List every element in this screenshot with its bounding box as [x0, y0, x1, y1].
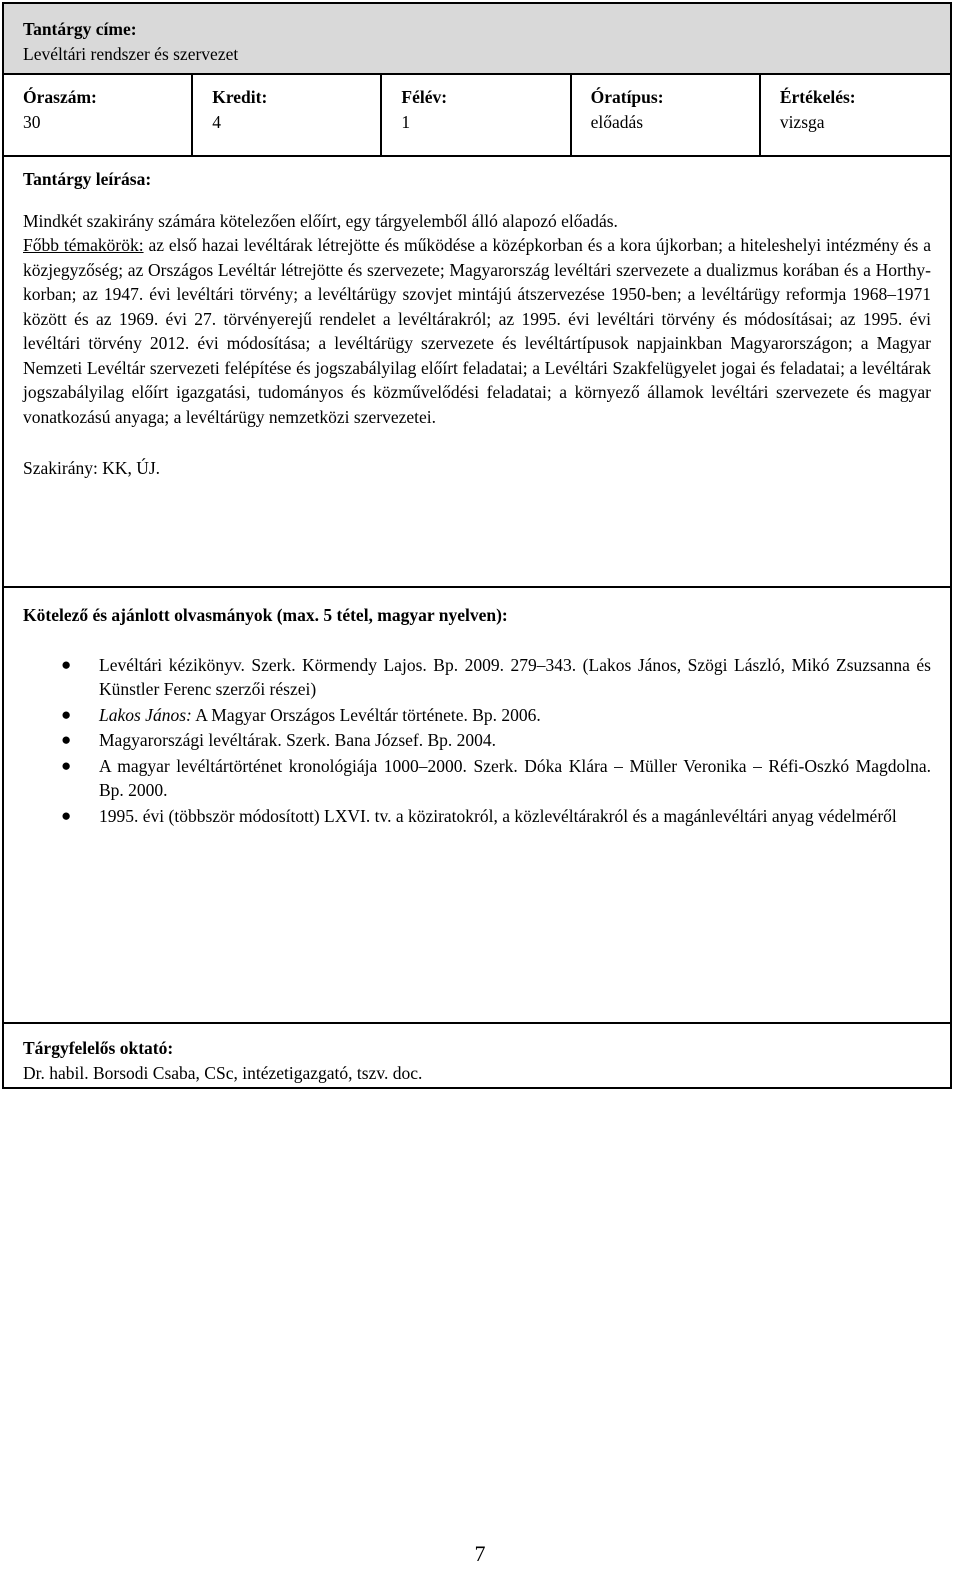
teacher-section	[4, 1024, 950, 1087]
description-topics-label: Főbb témakörök:	[23, 235, 144, 255]
teacher-label: Tárgyfelelős oktató:	[23, 1038, 174, 1058]
meta-cell-hours	[4, 75, 193, 155]
bullet-icon: ●	[61, 654, 72, 674]
meta-class-type-value: előadás	[590, 111, 644, 132]
reading-item	[23, 804, 931, 829]
course-title-row	[4, 4, 950, 75]
meta-semester-value: 1	[401, 111, 411, 132]
meta-cell-credit	[193, 75, 382, 155]
meta-cell-class-type	[572, 75, 761, 155]
teacher-value: Dr. habil. Borsodi Csaba, CSc, intézetigazgató, tszv. doc.	[23, 1062, 423, 1083]
description-intro: Mindkét szakirány számára kötelezően előírt, egy tárgyelemből álló alapozó előadás.	[23, 210, 618, 231]
description-section	[4, 157, 950, 588]
meta-credit-label: Kredit:	[212, 87, 268, 107]
bullet-icon: ●	[61, 730, 72, 749]
readings-heading: Kötelező és ajánlott olvasmányok (max. 5 tétel, magyar nyelven):	[23, 605, 508, 625]
reading-item-text: Levéltári kézikönyv. Szerk. Körmendy Lajos. Bp. 2009. 279–343. (Lakos János, Szögi László, Mikó Zsuzsanna és Künstler Ferenc szerzői részei)	[99, 654, 931, 699]
readings-list	[23, 653, 931, 829]
course-title-value: Levéltári rendszer és szervezet	[23, 43, 239, 64]
course-title-label: Tantárgy címe:	[23, 19, 137, 39]
description-body	[23, 209, 931, 430]
meta-hours-label: Óraszám:	[23, 87, 97, 107]
course-meta-row	[4, 75, 950, 157]
description-heading: Tantárgy leírása:	[23, 169, 152, 189]
reading-item	[23, 728, 931, 753]
description-topics-text: az első hazai levéltárak létrejötte és működése a középkorban és a kora újkorban; a hiteleshelyi intézmény és a közjegyzőség; az Országos Levéltár létrejötte és szervezete; Magyarország levéltári szervezete a dualizmus korában és a Horthy-korban; az 1947. évi levéltári törvény; a levéltárügy szovjet mintájú átszervezése 1950-ben; a levéltárügy reformja 1968–1971 között és az 1969. évi 27. törvényerejű rendelet a levéltárakról; az 1995. évi levéltári törvény és módosításai; az 1995. évi levéltári törvény 2012. évi módosítása; a levéltárügy szervezete és levéltártípusok napjainkban Magyarországon; a Magyar Nemzeti Levéltár szervezeti felépítése és jogszabályilag előírt feladatai; a Levéltári Szakfelügyelet jogai és feladatai; a levéltárak jogszabályilag előírt igazgatási, tudományos és közművelődési feladatai; a környező államok levéltári szervezete és magyar vonatkozású anyaga; a levéltárügy nemzetközi szervezetei.	[23, 235, 931, 427]
reading-item-text: A Magyar Országos Levéltár története. Bp. 2006.	[191, 704, 541, 725]
meta-cell-semester	[382, 75, 571, 155]
meta-class-type-label: Óratípus:	[590, 87, 664, 107]
meta-hours-value: 30	[23, 111, 41, 132]
description-specialization: Szakirány: KK, ÚJ.	[23, 458, 161, 478]
readings-section	[4, 588, 950, 1024]
reading-item	[23, 754, 931, 803]
meta-cell-evaluation	[761, 75, 950, 155]
bullet-icon: ●	[61, 805, 72, 825]
meta-evaluation-label: Értékelés:	[779, 87, 856, 107]
reading-item-text: 1995. évi (többször módosított) LXVI. tv. a köziratokról, a közlevéltárakról és a magánlevéltári anyag védelméről	[99, 805, 897, 826]
reading-item	[23, 703, 931, 728]
reading-item-author: Lakos János:	[99, 704, 192, 725]
meta-credit-value: 4	[212, 111, 221, 132]
reading-item-text: A magyar levéltártörténet kronológiája 1000–2000. Szerk. Dóka Klára – Müller Veronika – Réfi-Oszkó Magdolna. Bp. 2000.	[99, 755, 931, 800]
bullet-icon: ●	[61, 755, 72, 775]
reading-item	[23, 653, 931, 702]
course-sheet	[2, 2, 952, 1089]
meta-semester-label: Félév:	[401, 87, 448, 107]
page-number: 7	[474, 1541, 486, 1566]
reading-item-text: Magyarországi levéltárak. Szerk. Bana József. Bp. 2004.	[99, 730, 497, 750]
meta-evaluation-value: vizsga	[779, 111, 825, 132]
bullet-icon: ●	[61, 704, 72, 724]
